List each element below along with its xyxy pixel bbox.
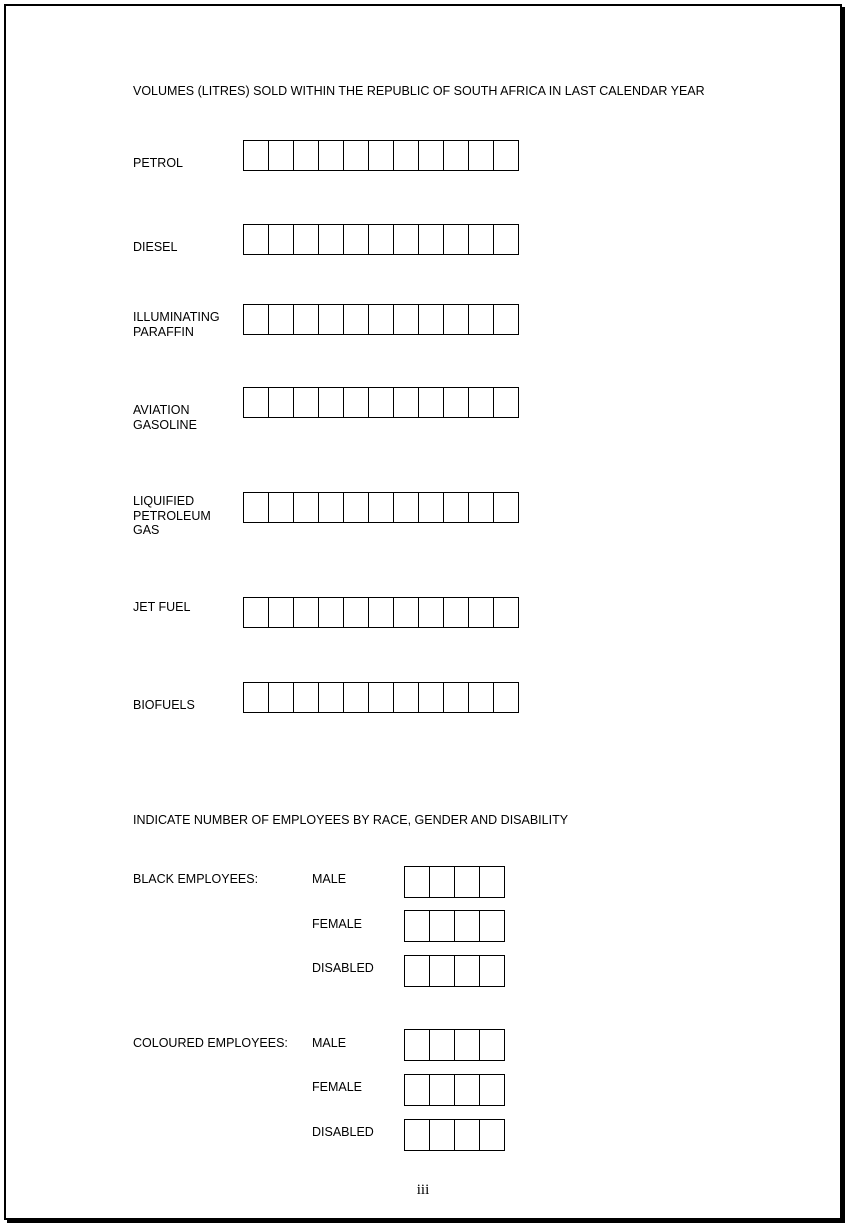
entry-box[interactable] xyxy=(369,305,394,334)
entry-box[interactable] xyxy=(344,141,369,170)
employees-heading: INDICATE NUMBER OF EMPLOYEES BY RACE, GENDER AND DISABILITY xyxy=(133,813,569,827)
entry-box[interactable] xyxy=(444,493,469,522)
fuel-label-diesel: DIESEL xyxy=(133,240,178,254)
entry-box[interactable] xyxy=(405,956,430,986)
category-label-coloured-female: FEMALE xyxy=(312,1080,363,1094)
employee-count-grid-coloured-female[interactable] xyxy=(404,1074,505,1106)
entry-box[interactable] xyxy=(369,141,394,170)
entry-box[interactable] xyxy=(294,493,319,522)
entry-box[interactable] xyxy=(430,1030,455,1060)
entry-box[interactable] xyxy=(469,388,494,417)
employee-count-grid-coloured-male[interactable] xyxy=(404,1029,505,1061)
entry-box[interactable] xyxy=(294,388,319,417)
entry-box[interactable] xyxy=(344,683,369,712)
entry-box[interactable] xyxy=(269,493,294,522)
entry-box[interactable] xyxy=(244,305,269,334)
entry-box[interactable] xyxy=(269,141,294,170)
entry-box[interactable] xyxy=(244,388,269,417)
group-label-coloured: COLOURED EMPLOYEES: xyxy=(133,1036,288,1050)
entry-box[interactable] xyxy=(269,598,294,627)
entry-box[interactable] xyxy=(294,305,319,334)
entry-box[interactable] xyxy=(244,493,269,522)
entry-box[interactable] xyxy=(244,141,269,170)
category-label-black-female: FEMALE xyxy=(312,917,363,931)
fuel-label-jet-fuel: JET FUEL xyxy=(133,600,191,614)
entry-box[interactable] xyxy=(394,683,419,712)
entry-box[interactable] xyxy=(405,1075,430,1105)
entry-box[interactable] xyxy=(394,141,419,170)
entry-box[interactable] xyxy=(344,493,369,522)
entry-box[interactable] xyxy=(419,598,444,627)
entry-box[interactable] xyxy=(480,1030,505,1060)
entry-box[interactable] xyxy=(244,683,269,712)
sales-heading: VOLUMES (LITRES) SOLD WITHIN THE REPUBLIC OF SOUTH AFRICA IN LAST CALENDAR YEAR xyxy=(133,84,705,98)
entry-box[interactable] xyxy=(405,1120,430,1150)
entry-box[interactable] xyxy=(369,388,394,417)
entry-box[interactable] xyxy=(494,225,519,254)
entry-box[interactable] xyxy=(419,141,444,170)
entry-box[interactable] xyxy=(455,867,480,897)
page-number: iii xyxy=(416,1182,430,1198)
entry-box[interactable] xyxy=(430,867,455,897)
entry-box[interactable] xyxy=(244,225,269,254)
entry-box[interactable] xyxy=(294,598,319,627)
entry-box[interactable] xyxy=(394,598,419,627)
entry-box[interactable] xyxy=(494,141,519,170)
entry-box[interactable] xyxy=(319,225,344,254)
entry-box[interactable] xyxy=(455,956,480,986)
fuel-label-aviation-gasoline: AVIATION GASOLINE xyxy=(133,403,197,432)
entry-box[interactable] xyxy=(369,598,394,627)
entry-box[interactable] xyxy=(419,225,444,254)
entry-box[interactable] xyxy=(494,388,519,417)
entry-box[interactable] xyxy=(444,598,469,627)
entry-box[interactable] xyxy=(419,493,444,522)
employee-count-grid-black-male[interactable] xyxy=(404,866,505,898)
entry-box[interactable] xyxy=(469,683,494,712)
entry-box[interactable] xyxy=(494,683,519,712)
entry-box[interactable] xyxy=(394,225,419,254)
entry-box[interactable] xyxy=(294,141,319,170)
entry-box[interactable] xyxy=(269,305,294,334)
entry-box[interactable] xyxy=(369,683,394,712)
category-label-black-disabled: DISABLED xyxy=(312,961,374,975)
entry-box[interactable] xyxy=(294,225,319,254)
entry-box[interactable] xyxy=(430,956,455,986)
form-page xyxy=(4,4,842,1220)
entry-box[interactable] xyxy=(319,493,344,522)
entry-box[interactable] xyxy=(419,388,444,417)
entry-box[interactable] xyxy=(455,1075,480,1105)
entry-box[interactable] xyxy=(419,683,444,712)
entry-box[interactable] xyxy=(480,1120,505,1150)
entry-box[interactable] xyxy=(244,598,269,627)
entry-box[interactable] xyxy=(480,956,505,986)
fuel-label-lpg: LIQUIFIED PETROLEUM GAS xyxy=(133,494,211,537)
fuel-volume-grid-aviation-gasoline[interactable] xyxy=(243,387,519,418)
entry-box[interactable] xyxy=(394,388,419,417)
entry-box[interactable] xyxy=(369,493,394,522)
entry-box[interactable] xyxy=(455,1030,480,1060)
entry-box[interactable] xyxy=(469,598,494,627)
entry-box[interactable] xyxy=(319,305,344,334)
entry-box[interactable] xyxy=(269,225,294,254)
entry-box[interactable] xyxy=(430,1075,455,1105)
entry-box[interactable] xyxy=(419,305,444,334)
entry-box[interactable] xyxy=(444,305,469,334)
entry-box[interactable] xyxy=(480,867,505,897)
fuel-label-petrol: PETROL xyxy=(133,156,184,170)
entry-box[interactable] xyxy=(494,305,519,334)
entry-box[interactable] xyxy=(319,598,344,627)
entry-box[interactable] xyxy=(444,388,469,417)
fuel-volume-grid-diesel[interactable] xyxy=(243,224,519,255)
entry-box[interactable] xyxy=(269,388,294,417)
category-label-coloured-disabled: DISABLED xyxy=(312,1125,374,1139)
entry-box[interactable] xyxy=(455,1120,480,1150)
entry-box[interactable] xyxy=(455,911,480,941)
entry-box[interactable] xyxy=(344,598,369,627)
entry-box[interactable] xyxy=(430,1120,455,1150)
entry-box[interactable] xyxy=(469,225,494,254)
entry-box[interactable] xyxy=(319,683,344,712)
entry-box[interactable] xyxy=(344,388,369,417)
category-label-black-male: MALE xyxy=(312,872,347,886)
entry-box[interactable] xyxy=(480,1075,505,1105)
entry-box[interactable] xyxy=(369,225,394,254)
entry-box[interactable] xyxy=(319,388,344,417)
fuel-volume-grid-biofuels[interactable] xyxy=(243,682,519,713)
entry-box[interactable] xyxy=(430,911,455,941)
entry-box[interactable] xyxy=(480,911,505,941)
category-label-coloured-male: MALE xyxy=(312,1036,347,1050)
fuel-volume-grid-illuminating-paraffin[interactable] xyxy=(243,304,519,335)
employee-count-grid-black-female[interactable] xyxy=(404,910,505,942)
entry-box[interactable] xyxy=(394,493,419,522)
entry-box[interactable] xyxy=(444,141,469,170)
entry-box[interactable] xyxy=(269,683,294,712)
employee-count-grid-coloured-disabled[interactable] xyxy=(404,1119,505,1151)
fuel-volume-grid-lpg[interactable] xyxy=(243,492,519,523)
entry-box[interactable] xyxy=(394,305,419,334)
entry-box[interactable] xyxy=(405,1030,430,1060)
entry-box[interactable] xyxy=(405,867,430,897)
entry-box[interactable] xyxy=(294,683,319,712)
entry-box[interactable] xyxy=(444,683,469,712)
entry-box[interactable] xyxy=(469,493,494,522)
entry-box[interactable] xyxy=(405,911,430,941)
entry-box[interactable] xyxy=(494,598,519,627)
entry-box[interactable] xyxy=(494,493,519,522)
group-label-black: BLACK EMPLOYEES: xyxy=(133,872,259,886)
fuel-label-illuminating-paraffin: ILLUMINATING PARAFFIN xyxy=(133,310,220,339)
entry-box[interactable] xyxy=(469,141,494,170)
entry-box[interactable] xyxy=(469,305,494,334)
fuel-volume-grid-petrol[interactable] xyxy=(243,140,519,171)
employee-count-grid-black-disabled[interactable] xyxy=(404,955,505,987)
entry-box[interactable] xyxy=(319,141,344,170)
entry-box[interactable] xyxy=(344,225,369,254)
fuel-label-biofuels: BIOFUELS xyxy=(133,698,195,712)
fuel-volume-grid-jet-fuel[interactable] xyxy=(243,597,519,628)
entry-box[interactable] xyxy=(344,305,369,334)
entry-box[interactable] xyxy=(444,225,469,254)
